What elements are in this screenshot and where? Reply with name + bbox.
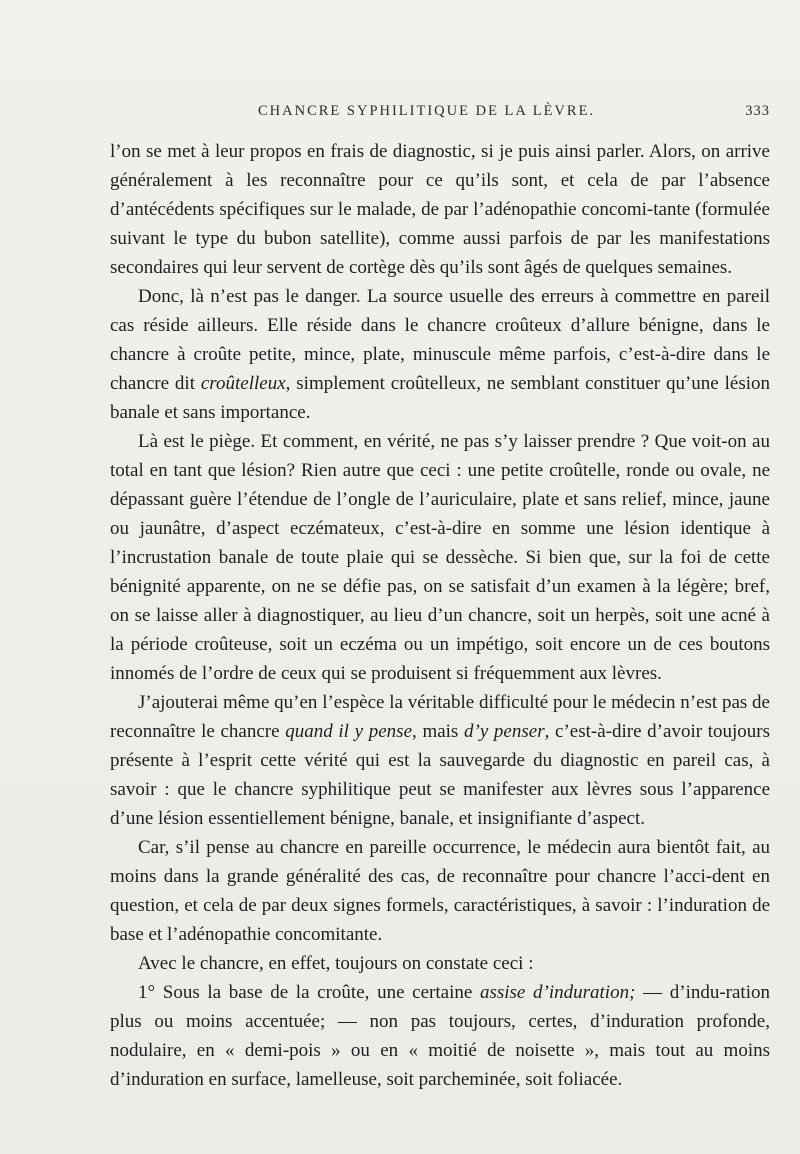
- paragraph-5: Car, s’il pense au chancre en pareille occurrence, le médecin aura bientôt fait, au moins dans la grande généralité des cas, de reconnaître pour chancre l’acci-dent en question, et cela de par deux signes formels, caractéristiques, à savoir : l’induration de base et l’adénopathie concomitante.: [110, 837, 770, 945]
- body-text: [110, 137, 770, 1094]
- emphasis-assise-induration: assise d’induration;: [479, 982, 636, 1003]
- page-header: [108, 103, 770, 125]
- paragraph-3: Là est le piège. Et comment, en vérité, ne pas s’y laisser prendre ? Que voit-on au total en tant que lésion? Rien autre que ceci : une petite croûtelle, ronde ou ovale, ne dépassant guère l’étendue de l’ongle de l’auriculaire, plate et sans relief, mince, jaune ou jaunâtre, d’aspect eczémateux, c’est-à-dire en somme une lésion identique à l’incrustation banale de toute plaie qui se dessèche. Si bien que, sur la foi de cette bénignité apparente, on ne se défie pas, on se satisfait d’un examen à la légère; bref, on se laisse aller à diagnostiquer, au lieu d’un chancre, soit un herpès, soit une acné à la période croûteuse, soit un eczéma ou un impétigo, soit encore un de ces boutons innomés de l’ordre de ceux qui se produisent si fréquemment aux lèvres.: [110, 431, 770, 684]
- running-title: CHANCRE SYPHILITIQUE DE LA LÈVRE.: [258, 103, 596, 119]
- paragraph-7: 1° Sous la base de la croûte, une certaine assise d’induration; — d’indu-ration plus ou moins accentuée; — non pas toujours, certes, d’induration profonde, nodulaire, en « demi-pois » ou en « moitié de noisette », mais tout au moins d’induration en surface, lamelleuse, soit parcheminée, soit foliacée.: [110, 982, 770, 1090]
- emphasis-d-y-penser: d’y penser: [464, 721, 545, 742]
- paragraph-4: J’ajouterai même qu’en l’espèce la véritable difficulté pour le médecin n’est pas de reconnaître le chancre quand il y pense, mais d’y penser, c’est-à-dire d’avoir toujours présente à l’esprit cette vérité qui est la sauvegarde du diagnostic en pareil cas, à savoir : que le chancre syphilitique peut se manifester aux lèvres sous l’apparence d’une lésion essentiellement bénigne, banale, et insignifiante d’aspect.: [110, 692, 770, 829]
- paragraph-6: Avec le chancre, en effet, toujours on constate ceci :: [138, 953, 534, 974]
- paragraph-1: l’on se met à leur propos en frais de diagnostic, si je puis ainsi parler. Alors, on arrive généralement à les reconnaître pour ce qu’ils sont, et cela de par l’absence d’antécédents spécifiques sur le malade, de par l’adénopathie concomi-tante (formulée suivant le type du bubon satellite), comme aussi parfois de par les manifestations secondaires qui leur servent de cortège dès qu’ils sont âgés de quelques semaines.: [110, 141, 770, 278]
- paragraph-2: Donc, là n’est pas le danger. La source usuelle des erreurs à commettre en pareil cas réside ailleurs. Elle réside dans le chancre croûteux d’allure bénigne, dans le chancre à croûte petite, mince, plate, minuscule même parfois, c’est-à-dire dans le chancre dit croûtelleux, simplement croûtelleux, ne semblant constituer qu’une lésion banale et sans importance.: [110, 286, 770, 423]
- page-number: 333: [745, 103, 770, 119]
- emphasis-quand-il-y-pense: quand il y pense: [285, 721, 413, 742]
- emphasis-croutelleux: croûtelleux: [200, 373, 286, 394]
